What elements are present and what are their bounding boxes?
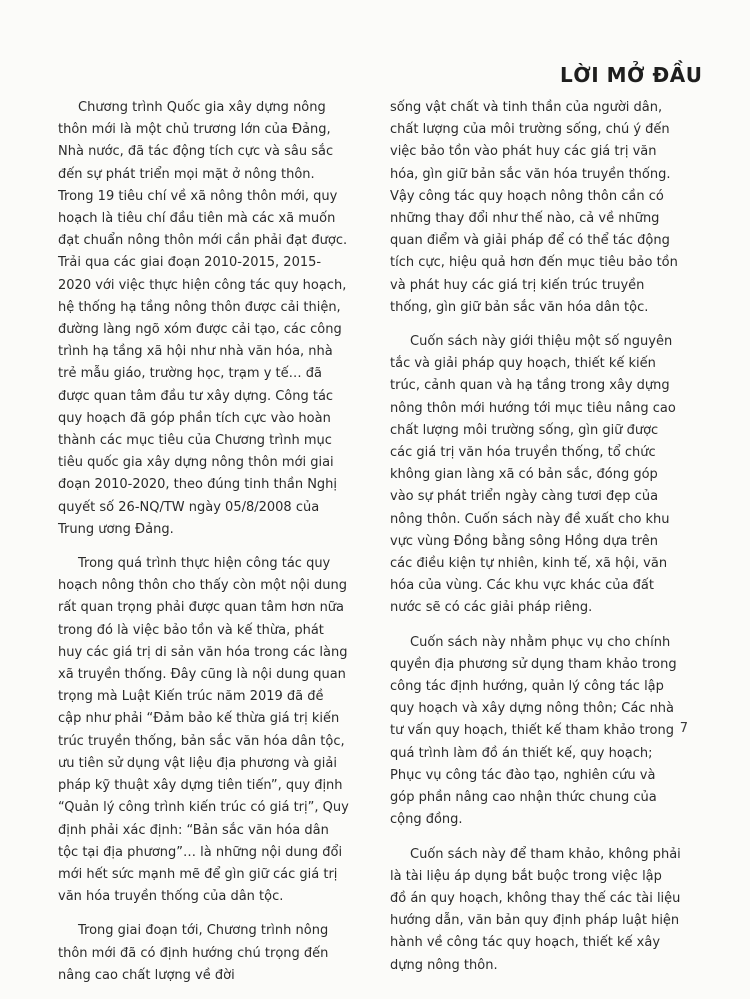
left-column (58, 97, 350, 999)
paragraph: sống vật chất và tinh thần của người dân, chất lượng của môi trường sống, chú ý đến việc bảo tồn vào phát huy các giá trị văn hóa, gìn giữ bản sắc văn hóa truyền thống. Vậy công tác quy hoạch nông thôn cần có những thay đổi như thế nào, cả về những quan điểm và giải pháp để có thể tác động tích cực, hiệu quả hơn đến mục tiêu bảo tồn và phát huy các giá trị kiến trúc truyền thống, gìn giữ bản sắc văn hóa dân tộc. (390, 100, 678, 315)
paragraph: Cuốn sách này nhằm phục vụ cho chính quyền địa phương sử dụng tham khảo trong công tác định hướng, quản lý công tác lập quy hoạch và xây dựng nông thôn; Các nhà tư vấn quy hoạch, thiết kế tham khảo trong quá trình làm đồ án thiết kế, quy hoạch; Phục vụ công tác đào tạo, nghiên cứu và góp phần nâng cao nhận thức chung của cộng đồng. (390, 634, 677, 828)
paragraph: Trong quá trình thực hiện công tác quy hoạch nông thôn cho thấy còn một nội dung rất quan trọng phải được quan tâm hơn nữa trong đó là việc bảo tồn và kế thừa, phát huy các giá trị di sản văn hóa trong các làng xã truyền thống. Đây cũng là nội dung quan trọng mà Luật Kiến trúc năm 2019 đã đề cập như phải “Đảm bảo kế thừa giá trị kiến trúc truyền thống, bản sắc văn hóa dân tộc, ưu tiên sử dụng vật liệu địa phương và giải pháp kỹ thuật xây dựng tiên tiến”, quy định “Quản lý công trình kiến trúc có giá trị”, Quy định phải xác định: “Bản sắc văn hóa dân tộc tại địa phương”… là những nội dung đổi mới hết sức mạnh mẽ để gìn giữ các giá trị văn hóa truyền thống của dân tộc. (58, 556, 349, 905)
paragraph: Trong giai đoạn tới, Chương trình nông thôn mới đã có định hướng chú trọng đến nâng cao chất lượng về đời (58, 923, 329, 983)
paragraph: Cuốn sách này để tham khảo, không phải là tài liệu áp dụng bắt buộc trong việc lập đồ án quy hoạch, không thay thế các tài liệu hướng dẫn, văn bản quy định pháp luật hiện hành về công tác quy hoạch, thiết kế xây dựng nông thôn. (390, 846, 681, 973)
page-number: 7 (679, 721, 688, 736)
right-column (390, 97, 682, 989)
page-title: LỜI MỞ ĐẦU (560, 63, 703, 87)
paragraph: Chương trình Quốc gia xây dựng nông thôn mới là một chủ trương lớn của Đảng, Nhà nước, đã tác động tích cực và sâu sắc đến sự phát triển mọi mặt ở nông thôn. Trong 19 tiêu chí về xã nông thôn mới, quy hoạch là tiêu chí đầu tiên mà các xã muốn đạt chuẩn nông thôn mới cần phải đạt được. Trải qua các giai đoạn 2010-2015, 2015-2020 với việc thực hiện công tác quy hoạch, hệ thống hạ tầng nông thôn được cải thiện, đường làng ngõ xóm được cải tạo, các công trình hạ tầng xã hội như nhà văn hóa, nhà trẻ mẫu giáo, trường học, trạm y tế… đã được quan tâm đầu tư xây dựng. Công tác quy hoạch đã góp phần tích cực vào hoàn thành các mục tiêu của Chương trình mục tiêu quốc gia xây dựng nông thôn mới giai đoạn 2010-2020, theo đúng tinh thần Nghị quyết số 26-NQ/TW ngày 05/8/2008 của Trung ương Đảng. (58, 100, 348, 537)
paragraph: Cuốn sách này giới thiệu một số nguyên tắc và giải pháp quy hoạch, thiết kế kiến trúc, cảnh quan và hạ tầng trong xây dựng nông thôn mới hướng tới mục tiêu nâng cao chất lượng môi trường sống, gìn giữ được các giá trị văn hóa truyền thống, tổ chức không gian làng xã có bản sắc, đóng góp vào sự phát triển ngày càng tươi đẹp của nông thôn. Cuốn sách này đề xuất cho khu vực vùng Đồng bằng sông Hồng dựa trên các điều kiện tự nhiên, kinh tế, xã hội, văn hóa của vùng. Các khu vực khác của đất nước sẽ có các giải pháp riêng. (390, 334, 676, 616)
